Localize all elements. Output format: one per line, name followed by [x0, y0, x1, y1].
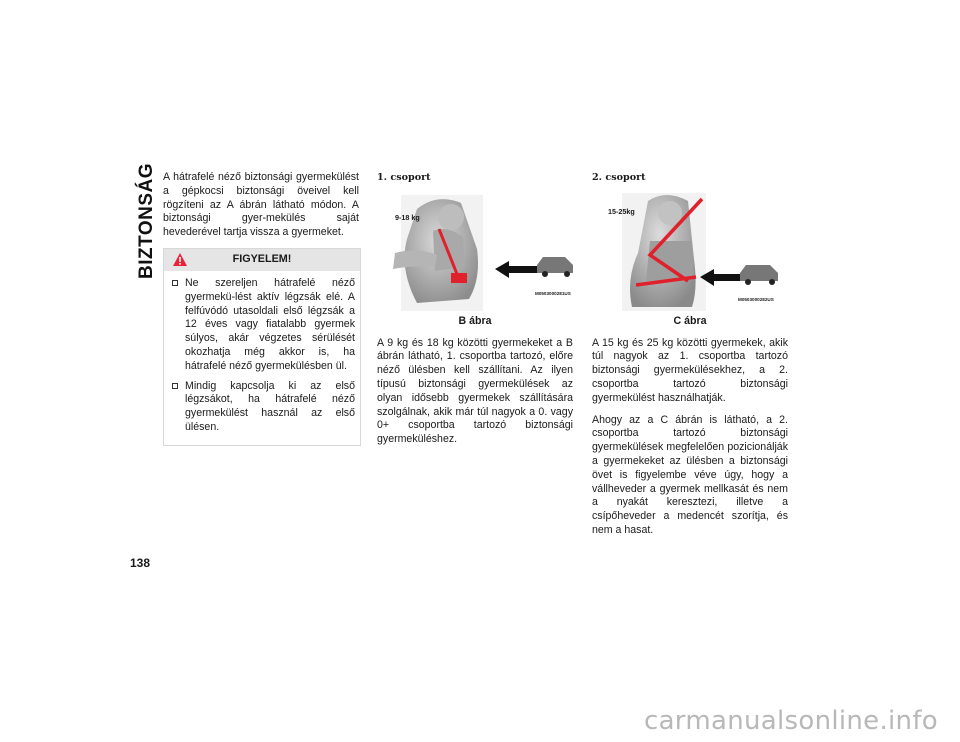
middle-column: [377, 171, 573, 455]
right-column: [592, 171, 788, 546]
warning-title: FIGYELEM!: [232, 253, 292, 266]
warning-triangle-icon: [172, 252, 188, 267]
figure-c: [592, 189, 792, 313]
left-column: [163, 171, 359, 446]
group2-paragraph: Ahogy az a C ábrán is látható, a 2. csoportba tartozó biztonsági gyermekülések megfelelően pozicionálják a gyermekeket az ülésben a biztonsági övet is figyelembe véve úgy, hogy a vállheveder a gyermek mellkasát és nem a nyakát keresztezi, illetve a csípőheveder a medencét szorítja, és nem a hasat.: [592, 413, 788, 536]
group1-heading: 1. csoport: [377, 172, 431, 183]
figure-weight-label: 9-18 kg: [395, 212, 420, 222]
figure-code-label: M0503000282US: [738, 296, 774, 302]
checkbox-bullet-icon: [172, 280, 178, 286]
warning-list: [164, 277, 360, 435]
warning-box: [163, 248, 361, 446]
group2-heading: 2. csoport: [592, 172, 646, 183]
checkbox-bullet-icon: [172, 383, 178, 389]
figure-weight-label: 15-25kg: [608, 206, 635, 216]
section-title: BIZTONSÁG: [136, 162, 158, 280]
warning-item: Mindig kapcsolja ki az első légzsákot, ha hátrafelé néző gyermekülést használ az első ülésen.: [172, 380, 355, 435]
group1-paragraph: A 9 kg és 18 kg közötti gyermekeket a B ábrán látható, 1. csoportba tartozó, előre néző ülésben kell szállítani. Az ilyen típusú biztonsági gyermekülések az olyan idősebb gyermekek szállítására szolgálnak, akik már túl nagyok a 0. vagy 0+ csoportba tartozó biztonsági gyermeküléshez.: [377, 336, 573, 446]
figure-code-label: M0503000281US: [535, 290, 571, 296]
warning-item: Ne szereljen hátrafelé néző gyermekü-lést aktív légzsák elé. A felfúvódó utasoldali első légzsák a 12 éves vagy fiatalabb gyermek súlyos, akár végzetes sérülését okozhatja még akkor is, ha hátrafelé néző gyermekülésben ül.: [172, 277, 355, 374]
watermark: carmanualsonline.info: [643, 706, 938, 736]
page-number: 138: [130, 556, 151, 570]
warning-header: [164, 249, 360, 271]
group2-paragraph: A 15 kg és 25 kg közötti gyermekek, akik túl nagyok az 1. csoportba tartozó biztonsági gyermekülésekhez, a 2. csoportba tartozó biztonsági gyermekülést használhatják.: [592, 336, 788, 404]
figure-caption: C ábra: [673, 314, 707, 327]
figure-caption: B ábra: [458, 314, 492, 327]
figure-b: [377, 189, 577, 313]
intro-paragraph: A hátrafelé néző biztonsági gyermekülést a gépkocsi biztonsági öveivel kell rögzíteni az A ábrán látható módon. A biztonsági gyer-mekülés saját hevederével tartja vissza a gyermeket.: [163, 171, 359, 239]
